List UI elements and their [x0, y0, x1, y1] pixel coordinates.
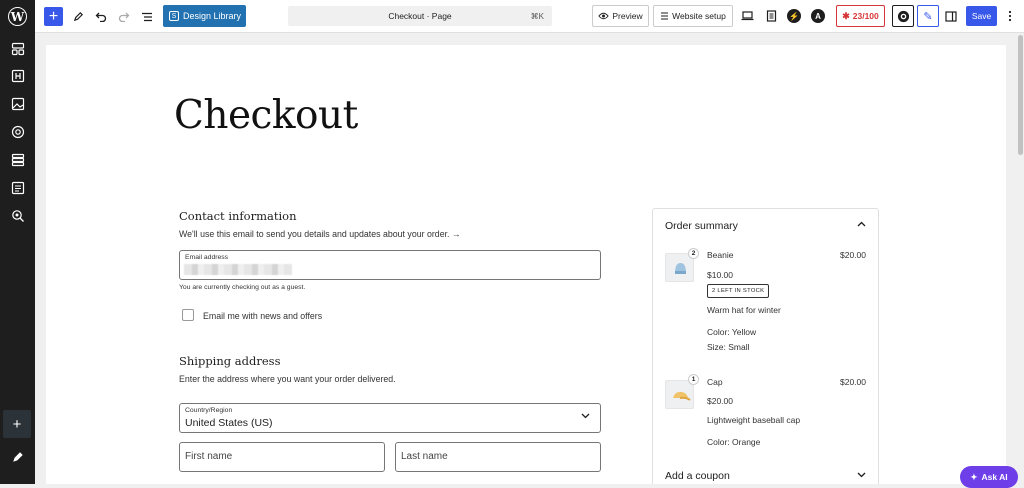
first-name-placeholder: First name [185, 451, 233, 462]
cap-color: Color: Orange [707, 437, 761, 447]
lightning-icon: ⚡ [787, 9, 801, 23]
shipping-description: Enter the address where you want your order delivered. [179, 374, 396, 384]
command-bar-title: Checkout · Page [388, 11, 452, 21]
contact-description: We'll use this email to send you details and updates about your order. → [179, 229, 461, 239]
order-summary [652, 208, 879, 484]
beanie-total: $20.00 [840, 250, 866, 260]
cap-price: $20.00 [707, 396, 733, 406]
order-summary-title[interactable]: Order summary [665, 220, 738, 232]
list-icon [660, 12, 669, 20]
document-icon [766, 10, 777, 22]
more-vertical-icon [1008, 10, 1012, 22]
eye-icon [598, 12, 609, 20]
top-toolbar [0, 0, 1024, 33]
first-name-field[interactable] [179, 442, 385, 472]
wordpress-logo[interactable] [0, 0, 35, 33]
last-name-field[interactable] [395, 442, 601, 472]
last-name-placeholder: Last name [401, 451, 448, 462]
left-sidebar [0, 33, 35, 484]
pencil-icon [12, 451, 24, 463]
wordpress-icon: W [8, 7, 27, 26]
sidebar-icon [945, 11, 957, 22]
website-setup-button[interactable] [653, 5, 733, 27]
design-library-label: Design Library [183, 11, 242, 21]
beanie-price: $10.00 [707, 270, 733, 280]
ask-ai-label: Ask AI [981, 472, 1008, 482]
chevron-down-icon [581, 413, 590, 419]
pages-button[interactable] [763, 8, 779, 24]
image-icon [11, 97, 25, 111]
editor-canvas [46, 45, 1006, 484]
cap-quantity-badge: 1 [688, 374, 699, 385]
email-value-redacted [184, 264, 292, 275]
undo-button[interactable] [93, 6, 109, 27]
preview-label: Preview [612, 11, 643, 21]
cap-name: Cap [707, 377, 723, 387]
device-preview-button[interactable] [739, 8, 755, 24]
country-label: Country/Region [185, 407, 233, 414]
gear-icon [897, 10, 910, 23]
ask-ai-button[interactable] [960, 466, 1018, 488]
page-title[interactable]: Checkout [174, 93, 358, 138]
options-button[interactable] [1002, 8, 1018, 24]
laptop-icon [741, 11, 754, 21]
add-block-button[interactable] [44, 7, 63, 26]
beanie-color: Color: Yellow [707, 327, 757, 337]
undo-icon [95, 11, 107, 22]
sparkle-icon: ✦ [970, 471, 978, 482]
lightning-plugin-button[interactable] [786, 8, 802, 24]
target-icon [11, 125, 25, 139]
add-coupon-toggle[interactable]: Add a coupon [665, 470, 730, 482]
search-settings-icon [11, 209, 25, 223]
design-library-button[interactable] [163, 5, 246, 27]
canvas-scrollbar[interactable] [1018, 35, 1023, 155]
tools-button[interactable] [70, 6, 86, 27]
toggle-sidebar-button[interactable] [943, 8, 959, 24]
guest-note: You are currently checking out as a guest. [179, 284, 306, 291]
sidebar-item-media[interactable] [9, 95, 26, 112]
preview-button[interactable] [592, 5, 649, 27]
redo-icon [118, 11, 130, 22]
wand-icon: ✎ [923, 10, 933, 23]
pencil-icon [73, 11, 84, 22]
settings-plugin-button[interactable] [892, 5, 914, 27]
command-palette-bar[interactable] [288, 6, 552, 26]
magic-wand-button[interactable] [917, 5, 939, 27]
cap-description: Lightweight baseball cap [707, 415, 801, 425]
contact-heading: Contact information [179, 209, 297, 223]
redo-button[interactable] [116, 6, 132, 27]
stack-icon [11, 153, 25, 167]
country-select[interactable] [179, 403, 601, 433]
score-label: 23/100 [852, 11, 879, 21]
beanie-name: Beanie [707, 250, 734, 260]
sidebar-item-styles[interactable] [9, 123, 26, 140]
cap-total: $20.00 [840, 377, 866, 387]
save-button[interactable]: Save [966, 6, 997, 26]
sidebar-item-search[interactable] [9, 207, 26, 224]
sidebar-add-button[interactable] [3, 410, 31, 438]
plus-icon: + [12, 415, 22, 433]
website-setup-label: Website setup [672, 11, 726, 21]
country-value: United States (US) [185, 417, 273, 429]
sidebar-item-headings[interactable] [9, 67, 26, 84]
plus-icon: + [48, 7, 59, 25]
a-logo-icon: A [811, 9, 825, 23]
cap-thumbnail [665, 380, 694, 409]
design-library-icon: S [169, 11, 179, 21]
beanie-description: Warm hat for winter [707, 305, 781, 315]
sidebar-item-blocks[interactable] [9, 151, 26, 168]
newsletter-label: Email me with news and offers [203, 311, 323, 321]
email-label: Email address [185, 254, 229, 261]
sidebar-item-patterns[interactable] [9, 40, 26, 57]
sidebar-item-edit[interactable] [9, 448, 26, 465]
beanie-quantity-badge: 2 [688, 248, 699, 259]
patterns-icon [11, 42, 25, 56]
form-icon [11, 181, 25, 195]
newsletter-checkbox[interactable] [182, 309, 194, 321]
ai-plugin-button[interactable] [810, 8, 826, 24]
document-overview-button[interactable] [139, 6, 155, 27]
cap-image [666, 381, 695, 410]
list-view-icon [141, 12, 153, 22]
sidebar-item-forms[interactable] [9, 179, 26, 196]
command-shortcut: ⌘K [530, 11, 544, 21]
beanie-size: Size: Small [707, 342, 750, 352]
chevron-up-icon[interactable] [857, 221, 866, 227]
email-field[interactable] [179, 250, 601, 280]
shipping-heading: Shipping address [179, 354, 281, 368]
beanie-stock-badge: 2 LEFT IN STOCK [707, 284, 769, 298]
score-icon: ✱ [842, 10, 850, 21]
seo-score-button[interactable] [836, 5, 885, 27]
heading-icon [11, 69, 25, 83]
chevron-down-icon[interactable] [857, 472, 866, 478]
